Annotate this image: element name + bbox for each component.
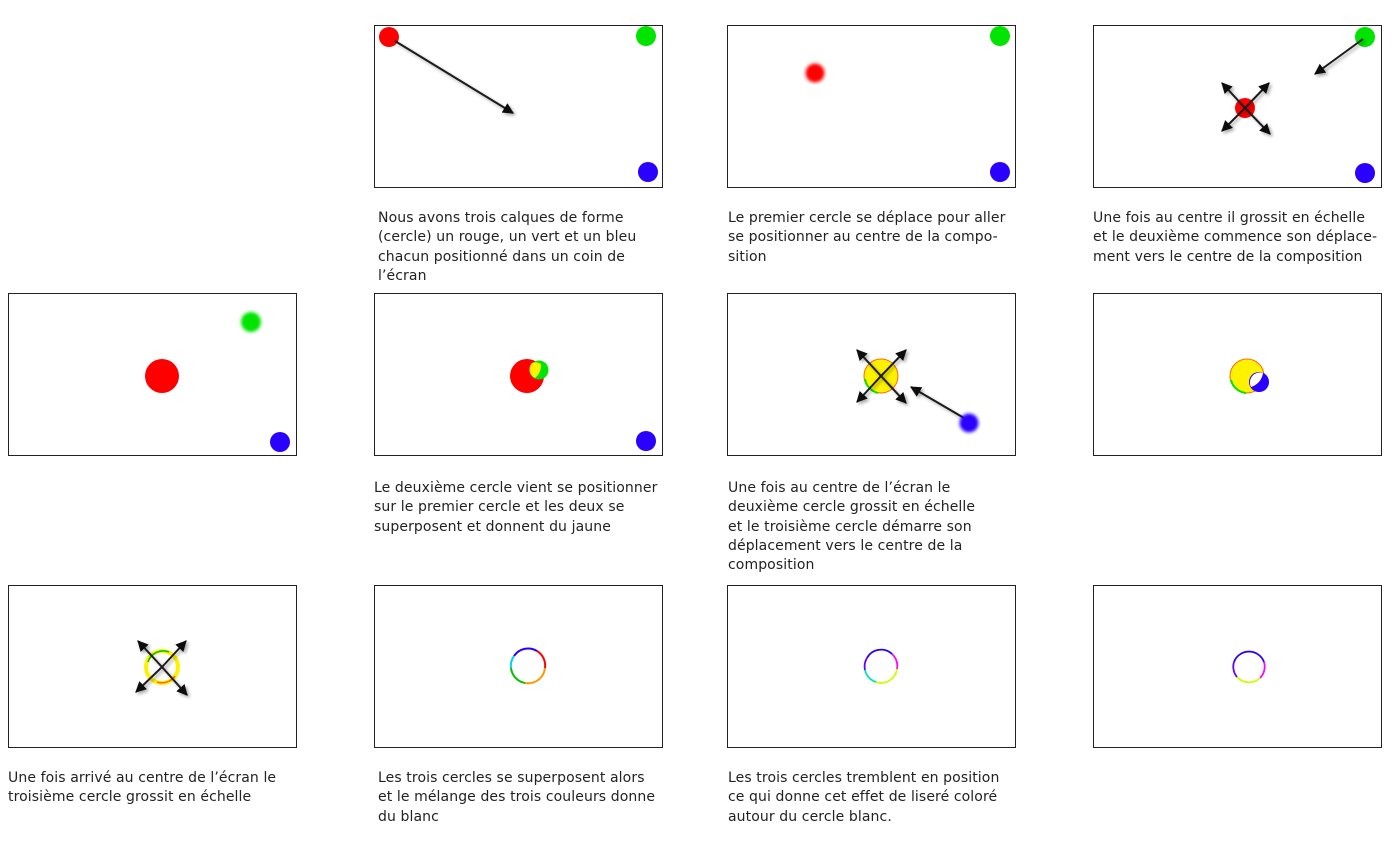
caption-9: Les trois cercles se superposent alors et le mélange des trois couleurs donne du blanc	[378, 770, 656, 825]
panel-3	[1093, 25, 1382, 188]
panel-10	[727, 585, 1016, 748]
move-arrow	[911, 387, 964, 418]
panel-6	[727, 293, 1016, 456]
panel-11	[1093, 585, 1382, 748]
blue-circle	[638, 162, 658, 182]
panel-9	[374, 585, 663, 748]
green-circle	[1355, 27, 1375, 47]
panel-8	[8, 585, 297, 748]
panel-2	[727, 25, 1016, 188]
red-circle	[145, 359, 179, 393]
green-circle	[990, 26, 1010, 46]
green-circle	[636, 26, 656, 46]
move-arrow	[395, 41, 513, 113]
panel-7	[1093, 293, 1382, 456]
blue-circle	[270, 432, 290, 452]
panel-5	[374, 293, 663, 456]
caption-8: Une fois arrivé au centre de l’écran le troisième cercle grossit en échelle	[8, 770, 277, 806]
red-circle	[379, 27, 399, 47]
caption-6: Une fois au centre de l’écran le deuxième cercle grossit en échelle et le troisième cercle démarre son déplacement vers le centre de la composition	[728, 480, 976, 574]
caption-3: Une fois au centre il grossit en échelle et le deuxième commence son déplace- ment vers le centre de la composition	[1093, 210, 1378, 265]
blue-circle	[960, 414, 979, 433]
caption-2: Le premier cercle se déplace pour aller se positionner au centre de la compo- sition	[728, 210, 1006, 265]
red-circle	[806, 64, 825, 83]
caption-10: Les trois cercles tremblent en position ce qui donne cet effet de liseré coloré autour du cercle blanc.	[728, 770, 1000, 825]
move-arrow	[1315, 39, 1363, 74]
blue-circle	[636, 431, 656, 451]
blue-circle	[1355, 163, 1375, 183]
caption-5: Le deuxième cercle vient se positionner sur le premier cercle et les deux se superposent et donnent du jaune	[374, 480, 658, 535]
caption-1: Nous avons trois calques de forme (cercle) un rouge, un vert et un bleu chacun positionné dans un coin de l’écran	[378, 210, 637, 284]
panel-4	[8, 293, 297, 456]
blue-circle	[990, 162, 1010, 182]
green-circle	[241, 312, 261, 332]
scale-arrows	[1222, 83, 1270, 134]
panel-1	[374, 25, 663, 188]
